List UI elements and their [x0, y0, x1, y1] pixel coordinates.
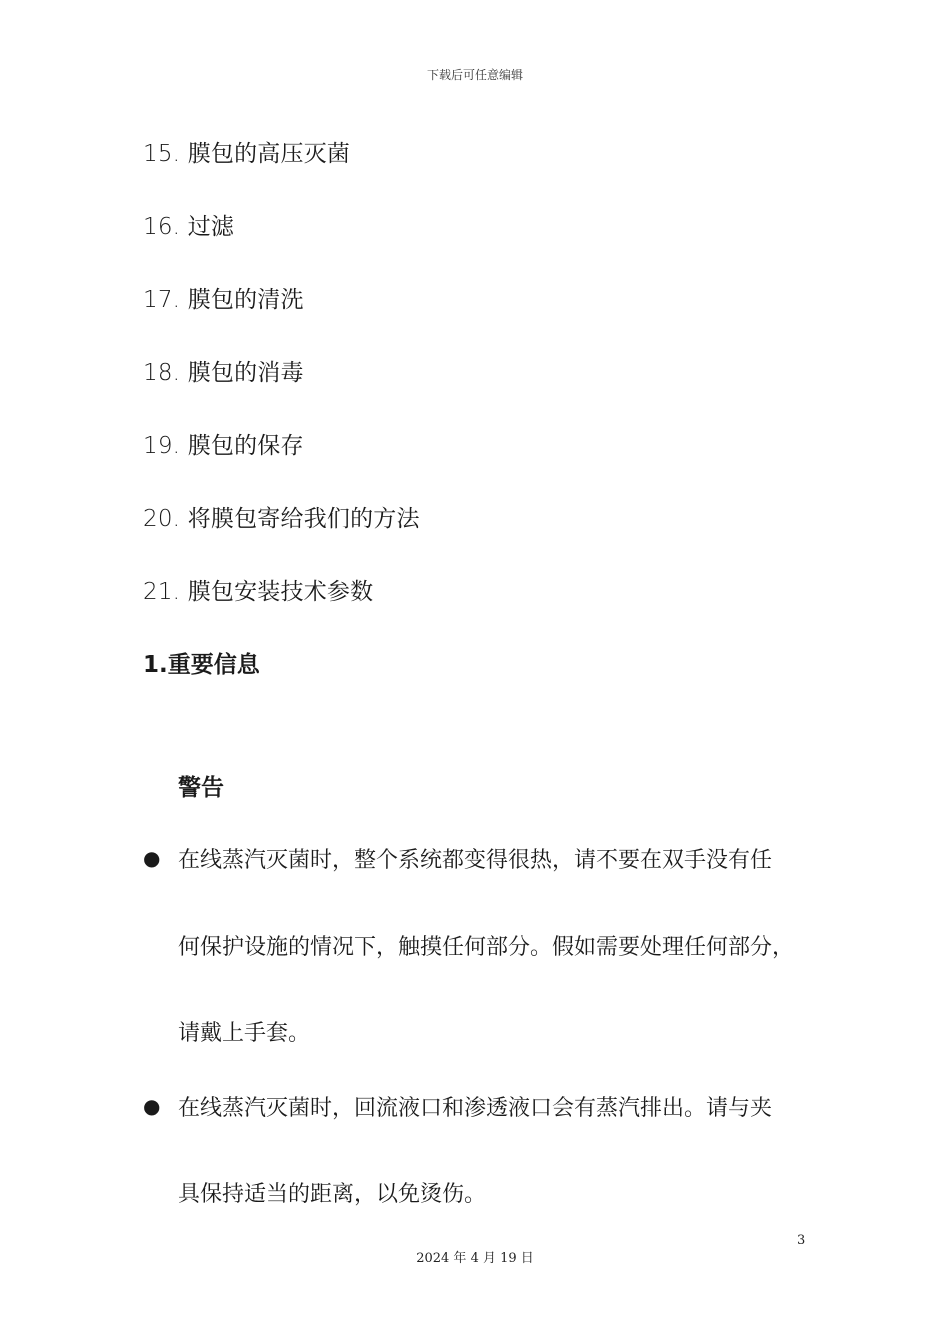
bullet-text-line: 何保护设施的情况下，触摸任何部分。假如需要处理任何部分， [178, 935, 795, 960]
section-heading: 1.重要信息 [143, 652, 260, 678]
toc-item: 17. 膜包的清洗 [143, 287, 304, 313]
bullet-text-line: 具保持适当的距离，以免烫伤。 [178, 1182, 487, 1207]
toc-item: 21. 膜包安装技术参数 [143, 579, 374, 605]
toc-item: 19. 膜包的保存 [143, 433, 304, 459]
toc-item: 16. 过滤 [143, 214, 235, 240]
bullet-marker: ● [143, 1094, 161, 1118]
bullet-text-line: 请戴上手套。 [178, 1021, 311, 1046]
page-header: 下载后可任意编辑 [426, 68, 523, 82]
toc-item: 18. 膜包的消毒 [143, 360, 304, 386]
footer-date: 2024 年 4 月 19 日 [416, 1251, 534, 1266]
page-number: 3 [797, 1233, 806, 1248]
bullet-text-line: 在线蒸汽灭菌时，整个系统都变得很热，请不要在双手没有任 [178, 848, 773, 873]
bullet-marker: ● [143, 846, 161, 870]
toc-item: 15. 膜包的高压灭菌 [143, 141, 351, 167]
bullet-text-line: 在线蒸汽灭菌时，回流液口和渗透液口会有蒸汽排出。请与夹 [178, 1096, 773, 1121]
warning-heading: 警告 [178, 775, 224, 801]
toc-item: 20. 将膜包寄给我们的方法 [143, 506, 420, 532]
